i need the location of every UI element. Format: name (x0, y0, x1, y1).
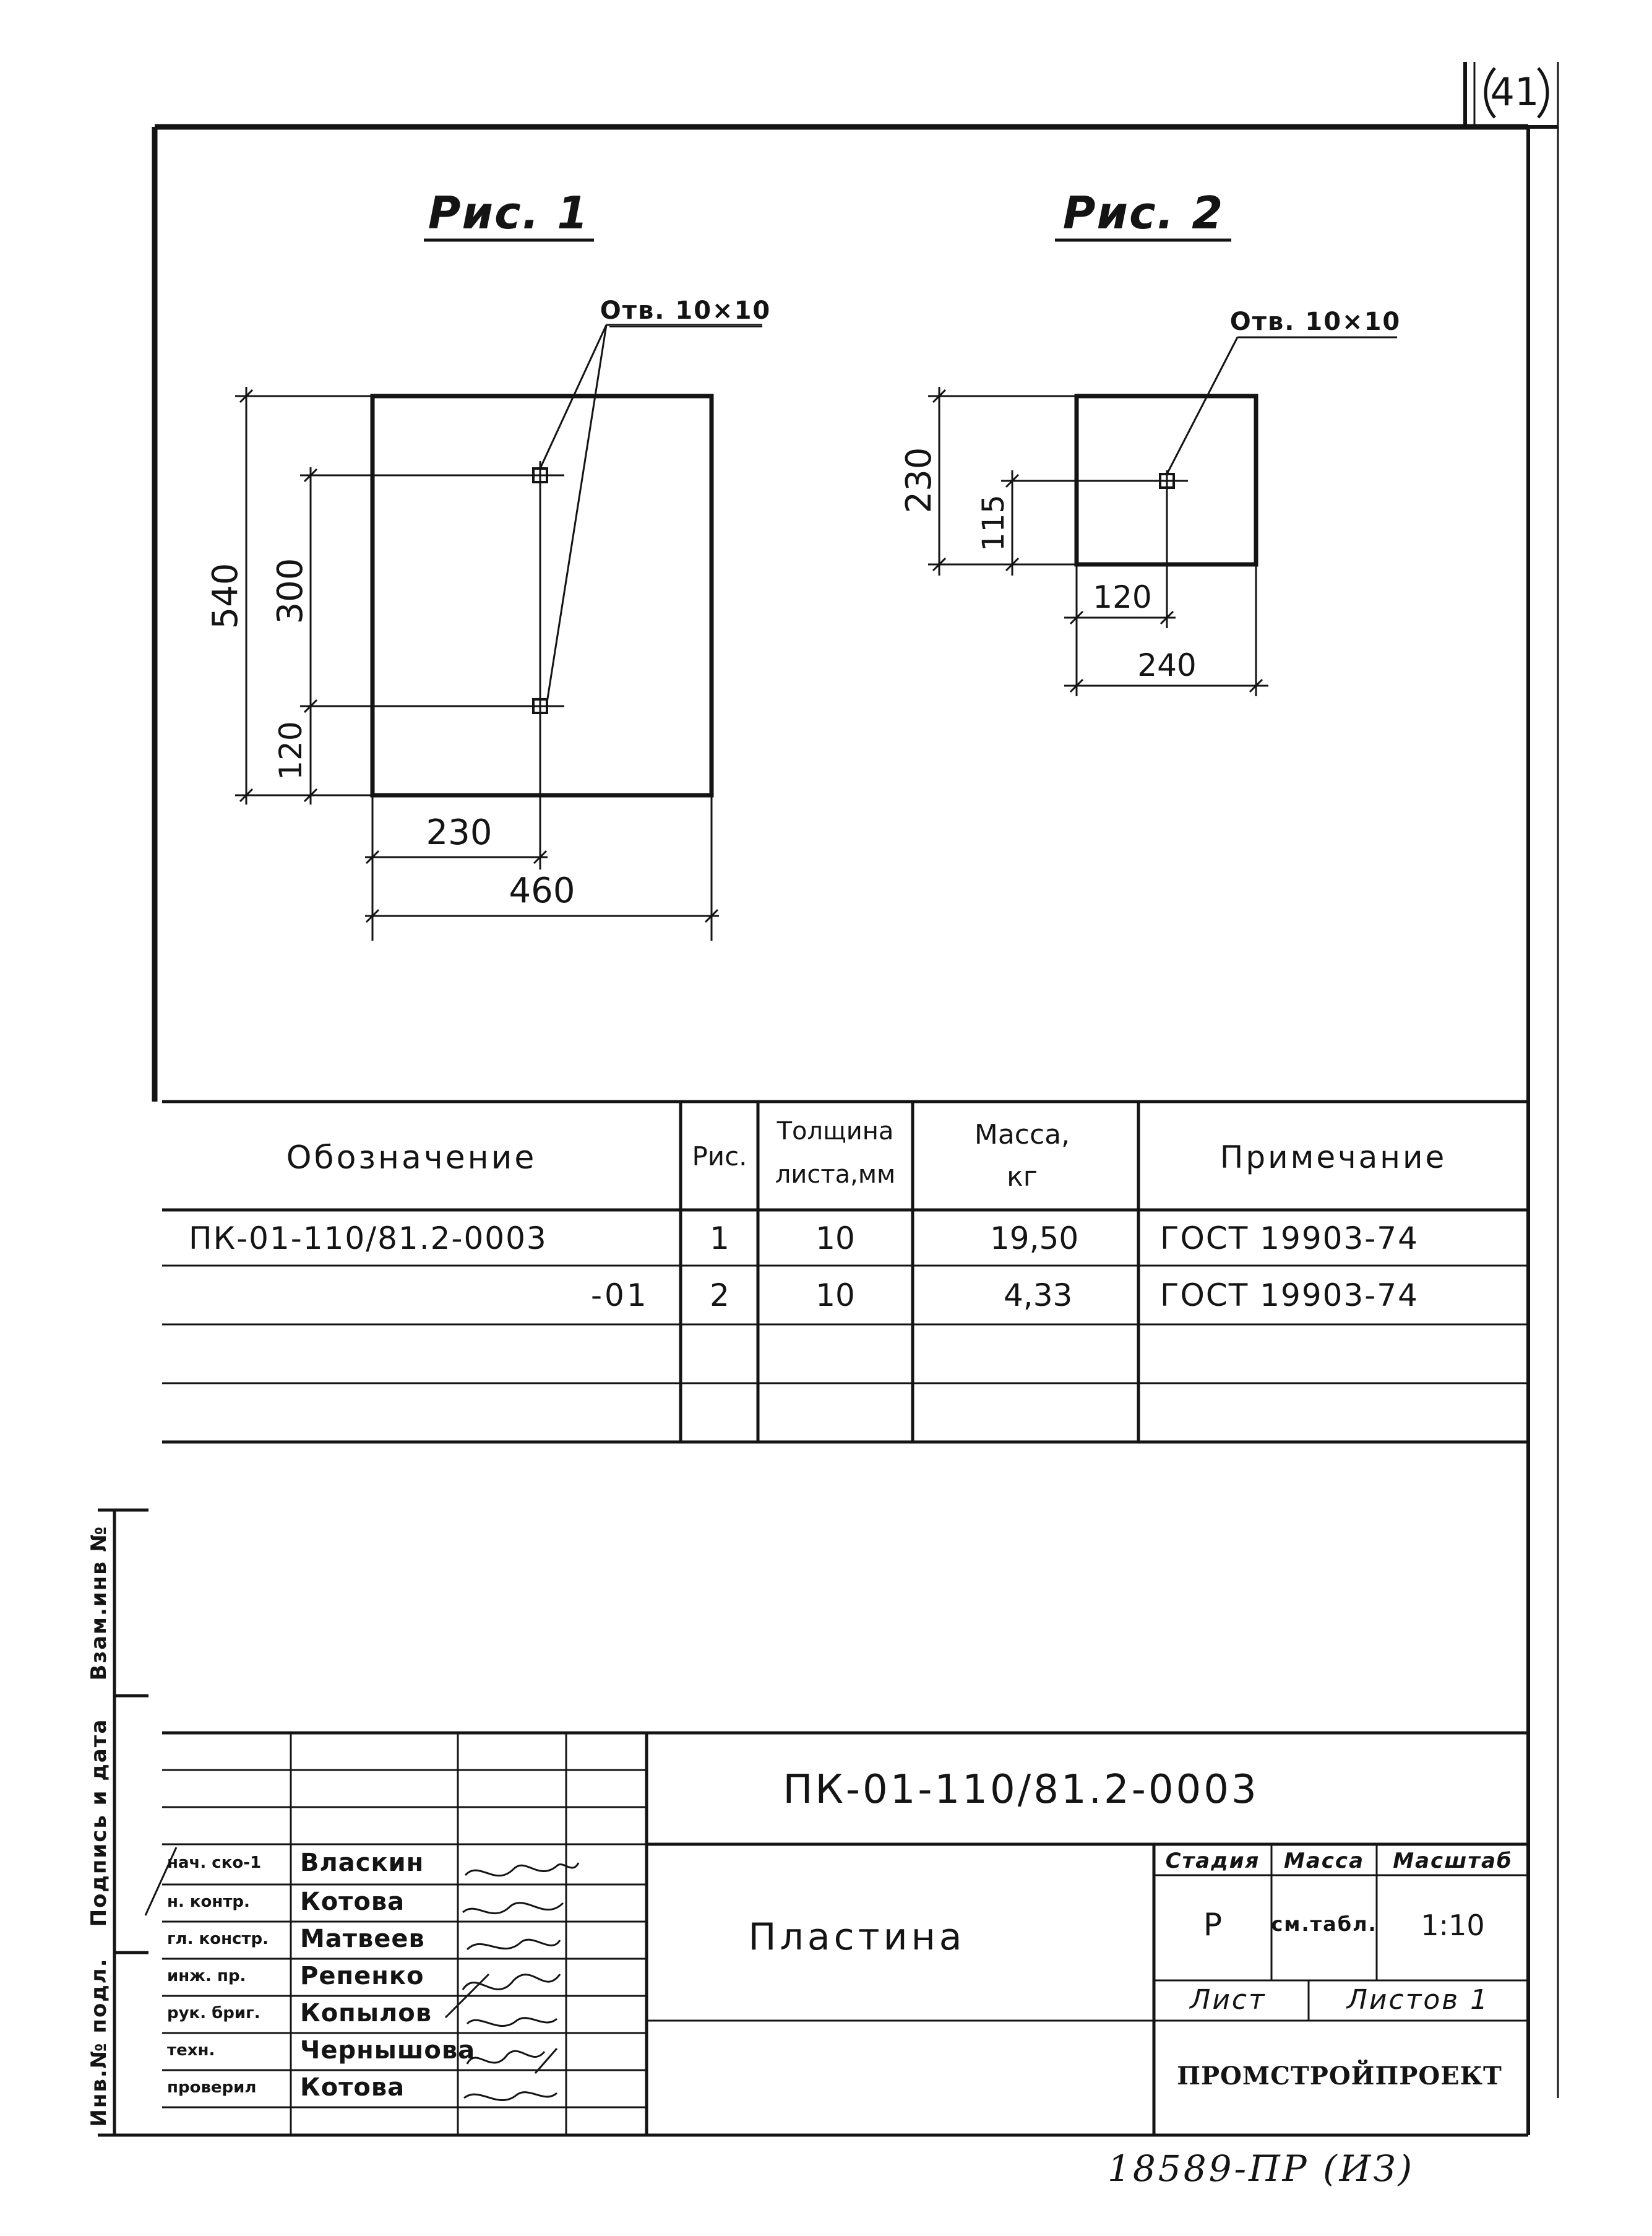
side-stamp-inv-no: Инв.№ подл. (87, 1958, 111, 2127)
spec-row-1-designation: ПК-01-110/81.2-0003 (189, 1220, 548, 1256)
person-role: техн. (167, 2041, 215, 2060)
person-name: Репенко (300, 1962, 424, 1990)
fig2-dim-width: 240 (1137, 647, 1197, 683)
side-stamp-replace-inv: Взам.инв № (87, 1525, 111, 1681)
title-block-organization: ПРОМСТРОЙПРОЕКТ (1177, 2061, 1502, 2091)
title-block-stage: Р (1203, 1907, 1223, 1943)
spec-header-fig: Рис. (692, 1141, 747, 1172)
person-role: гл. констр. (167, 1930, 269, 1948)
person-role: нач. ско-1 (167, 1854, 262, 1872)
sheet-number-circle (1478, 63, 1555, 123)
person-name: Чернышова (300, 2036, 476, 2065)
title-block-scale: 1:10 (1421, 1909, 1485, 1942)
person-name: Котова (300, 2073, 405, 2102)
person-role: инж. пр. (167, 1967, 246, 1985)
side-stamp-sign-date: Подпись и дата (87, 1718, 111, 1927)
spec-header-mass-1: Масса, (974, 1119, 1070, 1150)
fig1-dim-hole-offset-x: 230 (426, 813, 493, 853)
fig2-dim-hole-offset-x: 120 (1093, 579, 1152, 615)
person-role: н. контр. (167, 1893, 250, 1911)
person-name: Власкин (300, 1849, 424, 1877)
spec-header-note: Примечание (1220, 1139, 1447, 1175)
title-block-scale-header: Масштаб (1393, 1849, 1513, 1873)
title-block-mass: см.табл. (1271, 1912, 1377, 1936)
title-block-sheet-label: Лист (1190, 1984, 1267, 2016)
fig2-dim-hole-offset-y: 115 (976, 494, 1011, 551)
spec-row-1-thickness: 10 (815, 1220, 855, 1256)
fig1-dim-width: 460 (509, 871, 575, 911)
figure-1-drawing (235, 240, 762, 941)
spec-row-2-fig: 2 (710, 1277, 729, 1313)
spec-row-2-note: ГОСТ 19903-74 (1160, 1277, 1419, 1313)
person-name: Матвеев (300, 1925, 425, 1953)
person-name: Копылов (300, 1999, 432, 2027)
figure-1-title: Рис. 1 (428, 187, 590, 239)
spec-header-thickness-2: листа,мм (775, 1160, 896, 1189)
fig1-dim-height: 540 (205, 563, 246, 629)
sheet-number: 41 (1490, 69, 1539, 114)
figure-2-title: Рис. 2 (1062, 187, 1224, 239)
title-block-code: ПК-01-110/81.2-0003 (783, 1767, 1259, 1813)
title-block-name: Пластина (748, 1915, 966, 1959)
fig1-dim-hole-offset-y: 120 (273, 721, 309, 780)
title-block-stage-header: Стадия (1165, 1849, 1260, 1873)
person-role: проверил (167, 2078, 257, 2097)
title-block-sheets-label: Листов 1 (1346, 1984, 1490, 2016)
spec-row-2-designation: -01 (591, 1277, 649, 1313)
fig2-dim-height: 230 (899, 447, 939, 514)
figure-2-hole-label: Отв. 10×10 (1229, 308, 1401, 336)
footer-archive-note: 18589-ПР (ИЗ) (1108, 2148, 1415, 2190)
spec-row-1-mass: 19,50 (990, 1220, 1079, 1256)
spec-row-1-fig: 1 (710, 1220, 729, 1256)
person-name: Котова (300, 1888, 405, 1916)
spec-header-designation: Обозначение (286, 1139, 537, 1176)
person-role: рук. бриг. (167, 2004, 260, 2022)
title-block-mass-header: Масса (1283, 1849, 1365, 1873)
fig1-dim-hole-spacing: 300 (270, 558, 311, 624)
figure-1-hole-label: Отв. 10×10 (600, 296, 772, 325)
spec-row-2-thickness: 10 (815, 1277, 855, 1313)
spec-row-2-mass: 4,33 (1004, 1277, 1073, 1313)
spec-header-thickness-1: Толщина (777, 1117, 894, 1146)
spec-row-1-note: ГОСТ 19903-74 (1160, 1220, 1419, 1256)
spec-header-mass-2: кг (1007, 1161, 1038, 1193)
